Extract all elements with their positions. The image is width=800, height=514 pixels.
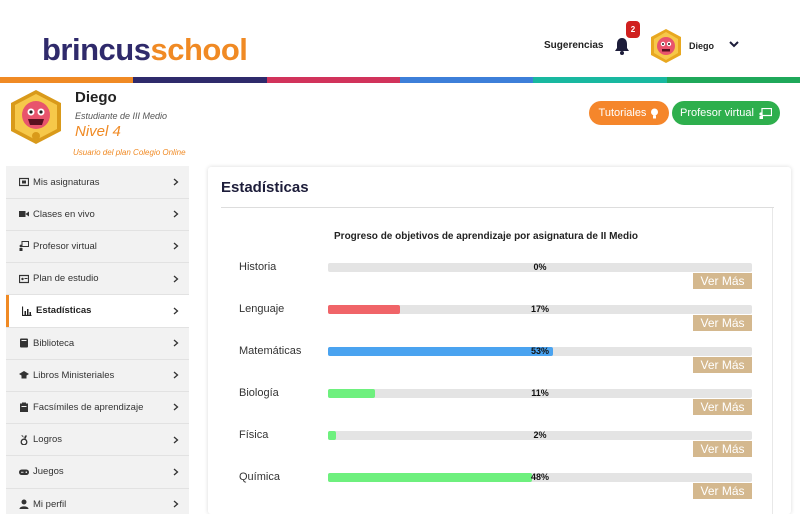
profesor-virtual-button[interactable] — [672, 101, 780, 125]
progress-bar — [328, 305, 752, 314]
sidebar-item-label: Facsímiles de aprendizaje — [33, 401, 144, 413]
subject-label: Biología — [239, 387, 279, 399]
sidebar-item-label: Biblioteca — [33, 337, 75, 349]
sidebar-item-label: Mi perfil — [33, 498, 67, 510]
gamepad-icon — [19, 467, 29, 477]
sidebar-item-label: Libros Ministeriales — [33, 369, 115, 381]
sidebar-item-label: Clases en vivo — [33, 208, 95, 220]
sidebar-item-logros[interactable] — [6, 424, 189, 456]
sidebar-item-label: Juegos — [33, 466, 64, 478]
user-icon — [19, 499, 29, 509]
statistics-card — [208, 167, 791, 514]
progress-percent: 53% — [530, 346, 549, 356]
progress-bar — [328, 431, 752, 440]
tutoriales-button[interactable] — [589, 101, 669, 125]
subject-label: Física — [239, 429, 269, 441]
medal-icon — [19, 435, 29, 445]
chevron-right-icon — [173, 210, 179, 218]
chevron-right-icon — [173, 307, 179, 315]
header-user-name[interactable]: Diego — [689, 41, 715, 51]
chevron-right-icon — [173, 468, 179, 476]
tutoriales-label: Tutoriales — [598, 107, 647, 119]
sidebar — [6, 166, 189, 514]
progress-bar — [328, 389, 752, 398]
stripe-segment — [400, 77, 533, 83]
page-title: Estadísticas — [221, 179, 309, 196]
logo-part-1: brincus — [42, 32, 151, 67]
chevron-right-icon — [173, 371, 179, 379]
chart-icon — [22, 306, 32, 316]
profile-name: Diego — [75, 89, 117, 106]
subject-label: Matemáticas — [239, 345, 302, 357]
sidebar-item-mi-perfil[interactable] — [6, 488, 189, 514]
chart-title: Progreso de objetivos de aprendizaje por asignatura de II Medio — [334, 231, 638, 242]
profile-badge-avatar — [7, 88, 65, 146]
profile-plan: Usuario del plan Colegio Online — [73, 148, 186, 157]
teacher-board-icon — [19, 241, 29, 251]
chevron-right-icon — [173, 500, 179, 508]
sugerencias-link[interactable]: Sugerencias — [544, 40, 604, 51]
sidebar-item-facsímiles-de-aprendizaje[interactable] — [6, 391, 189, 423]
sidebar-item-profesor-virtual[interactable] — [6, 230, 189, 262]
film-icon — [19, 177, 29, 187]
teacher-board-icon — [759, 108, 772, 119]
sidebar-item-plan-de-estudio[interactable] — [6, 263, 189, 295]
sidebar-item-clases-en-vivo[interactable] — [6, 198, 189, 230]
subject-label: Lenguaje — [239, 303, 285, 315]
bell-icon[interactable] — [614, 37, 630, 55]
chevron-right-icon — [173, 436, 179, 444]
chevron-right-icon — [173, 178, 179, 186]
sidebar-item-label: Logros — [33, 434, 63, 446]
ver-mas-button[interactable]: Ver Más — [693, 399, 752, 415]
subject-label: Historia — [239, 261, 277, 273]
progress-percent: 11% — [531, 388, 549, 398]
profile-role: Estudiante de III Medio — [75, 111, 168, 121]
id-card-icon — [19, 274, 29, 284]
stripe-segment — [133, 77, 266, 83]
progress-percent: 2% — [533, 430, 547, 440]
chevron-down-icon[interactable] — [728, 38, 740, 50]
sidebar-item-label: Plan de estudio — [33, 273, 99, 285]
ver-mas-button[interactable]: Ver Más — [693, 441, 752, 457]
sidebar-item-juegos[interactable] — [6, 456, 189, 488]
stripe-segment — [667, 77, 800, 83]
title-divider — [221, 207, 774, 208]
ver-mas-button[interactable]: Ver Más — [693, 273, 752, 289]
stripe-segment — [533, 77, 666, 83]
sidebar-item-label: Profesor virtual — [33, 240, 97, 252]
subject-label: Química — [239, 471, 280, 483]
progress-percent: 17% — [530, 304, 549, 314]
progress-bar — [328, 263, 752, 272]
clipboard-icon — [19, 402, 29, 412]
sidebar-item-label: Estadísticas — [36, 305, 92, 317]
progress-bar — [328, 347, 752, 356]
video-camera-icon — [19, 209, 29, 219]
progress-percent: 0% — [533, 262, 547, 272]
sidebar-item-biblioteca[interactable] — [6, 327, 189, 359]
notification-badge: 2 — [626, 21, 640, 38]
chevron-right-icon — [173, 275, 179, 283]
progress-bar — [328, 473, 752, 482]
profesor-virtual-label: Profesor virtual — [680, 107, 754, 119]
sidebar-item-label: Mis asignaturas — [33, 176, 100, 188]
logo-part-2: school — [150, 32, 248, 67]
ver-mas-button[interactable]: Ver Más — [693, 483, 752, 499]
chevron-right-icon — [173, 403, 179, 411]
ver-mas-button[interactable]: Ver Más — [693, 357, 752, 373]
ver-mas-button[interactable]: Ver Más — [693, 315, 752, 331]
chevron-right-icon — [173, 242, 179, 250]
brincusschool-logo[interactable] — [42, 32, 247, 68]
sidebar-item-mis-asignaturas[interactable] — [6, 166, 189, 198]
sidebar-item-libros-ministeriales[interactable] — [6, 359, 189, 391]
stripe-segment — [267, 77, 400, 83]
lightbulb-icon — [650, 108, 659, 119]
card-scroll-edge — [772, 208, 773, 514]
profile-level: Nivel 4 — [75, 123, 121, 140]
sidebar-item-estadísticas[interactable] — [6, 295, 189, 327]
top-header — [0, 0, 800, 78]
graduation-cap-icon — [19, 370, 29, 380]
color-stripe — [0, 77, 800, 83]
avatar[interactable] — [648, 28, 684, 64]
book-icon — [19, 338, 29, 348]
chevron-right-icon — [173, 339, 179, 347]
progress-percent: 48% — [530, 472, 549, 482]
stripe-segment — [0, 77, 133, 83]
